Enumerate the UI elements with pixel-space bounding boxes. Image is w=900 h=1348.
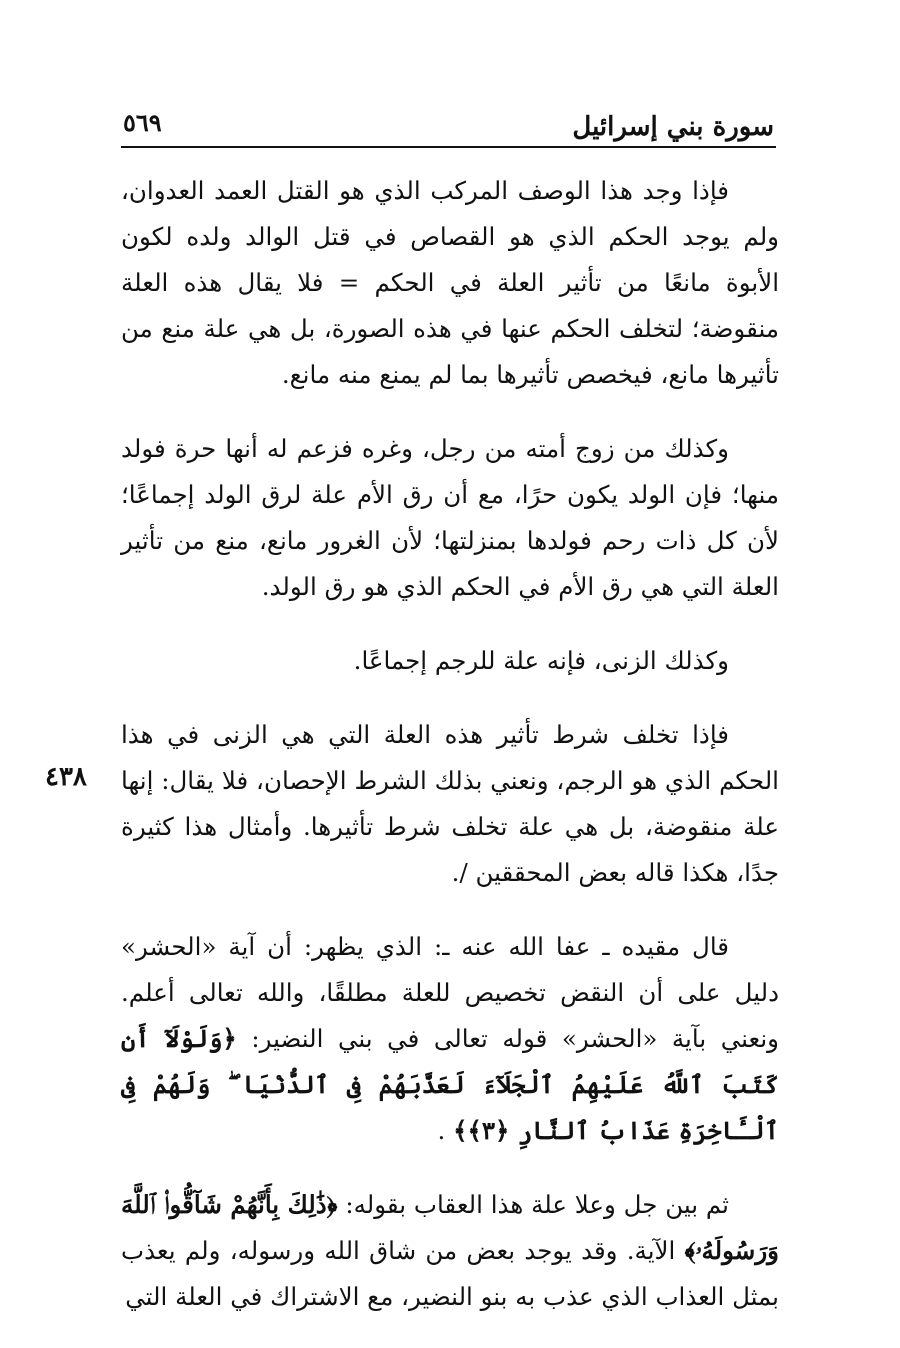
- paragraph-text: .: [437, 1116, 454, 1145]
- paragraph: وكذلك من زوج أمته من رجل، وغره فزعم له أنها حرة فولد منها؛ فإن الولد يكون حرًا، مع أن رق الأم علة لرق الولد إجماعًا؛ لأن كل ذات رحم فولدها بمنزلتها؛ لأن الغرور مانع، منع من تأثير العلة التي هي رق الأم في الحكم الذي هو رق الولد.: [121, 434, 779, 601]
- body-text: [121, 168, 779, 1348]
- paragraph-text: قال مقيده ـ عفا الله عنه ـ: الذي يظهر: أن آية «الحشر» دليل على أن النقض تخصيص للعلة مطلقًا، والله تعالى أعلم. ونعني بآية «الحشر» قوله تعالى في بني النضير:: [121, 932, 779, 1053]
- paragraph-text: الآية. وقد يوجد بعض من شاق الله ورسوله، ولم يعذب بمثل العذاب الذي عذب به بنو النضير، مع الاشتراك في العلة التي: [121, 1236, 779, 1311]
- margin-page-number: ٤٣٨: [45, 762, 87, 792]
- paragraph-text: ثم بين جل وعلا علة هذا العقاب بقوله:: [337, 1190, 729, 1219]
- quran-verse: ﴿ذَٰلِكَ بِأَنَّهُمْ شَآقُّوا۟ ٱللَّهَ وَرَسُولَهُۥ﴾: [121, 1190, 779, 1265]
- paragraph: [121, 924, 779, 1154]
- quran-verse: ﴿وَلَوْلَآ أَن كَتَبَ ٱللَّهُ عَلَيْهِمُ ٱلْجَلَآءَ لَعَذَّبَهُمْ فِى ٱلدُّنْيَا ۖ وَلَهُمْ فِى ٱلْـَٔاخِرَةِ عَذَابُ ٱلنَّارِ ﴿٣﴾﴾: [121, 1024, 779, 1145]
- page-title: سورة بني إسرائيل: [572, 112, 774, 142]
- paragraph: [121, 1182, 779, 1320]
- page-number: ٥٦٩: [123, 108, 162, 137]
- page-header: [121, 104, 776, 148]
- paragraph: فإذا وجد هذا الوصف المركب الذي هو القتل العمد العدوان، ولم يوجد الحكم الذي هو القصاص في قتل الوالد ولده لكون الأبوة مانعًا من تأثير العلة في الحكم = فلا يقال هذه العلة منقوضة؛ لتخلف الحكم عنها في هذه الصورة، بل هي علة منع من تأثيرها مانع، فيخصص تأثيرها بما لم يمنع منه مانع.: [121, 176, 779, 389]
- paragraph: وكذلك الزنى، فإنه علة للرجم إجماعًا.: [353, 646, 729, 675]
- paragraph: فإذا تخلف شرط تأثير هذه العلة التي هي الزنى في هذا الحكم الذي هو الرجم، ونعني بذلك الشرط الإحصان، فلا يقال: إنها علة منقوضة، بل هي علة تخلف شرط تأثيرها. وأمثال هذا كثيرة جدًا، هكذا قاله بعض المحققين /.: [121, 720, 779, 887]
